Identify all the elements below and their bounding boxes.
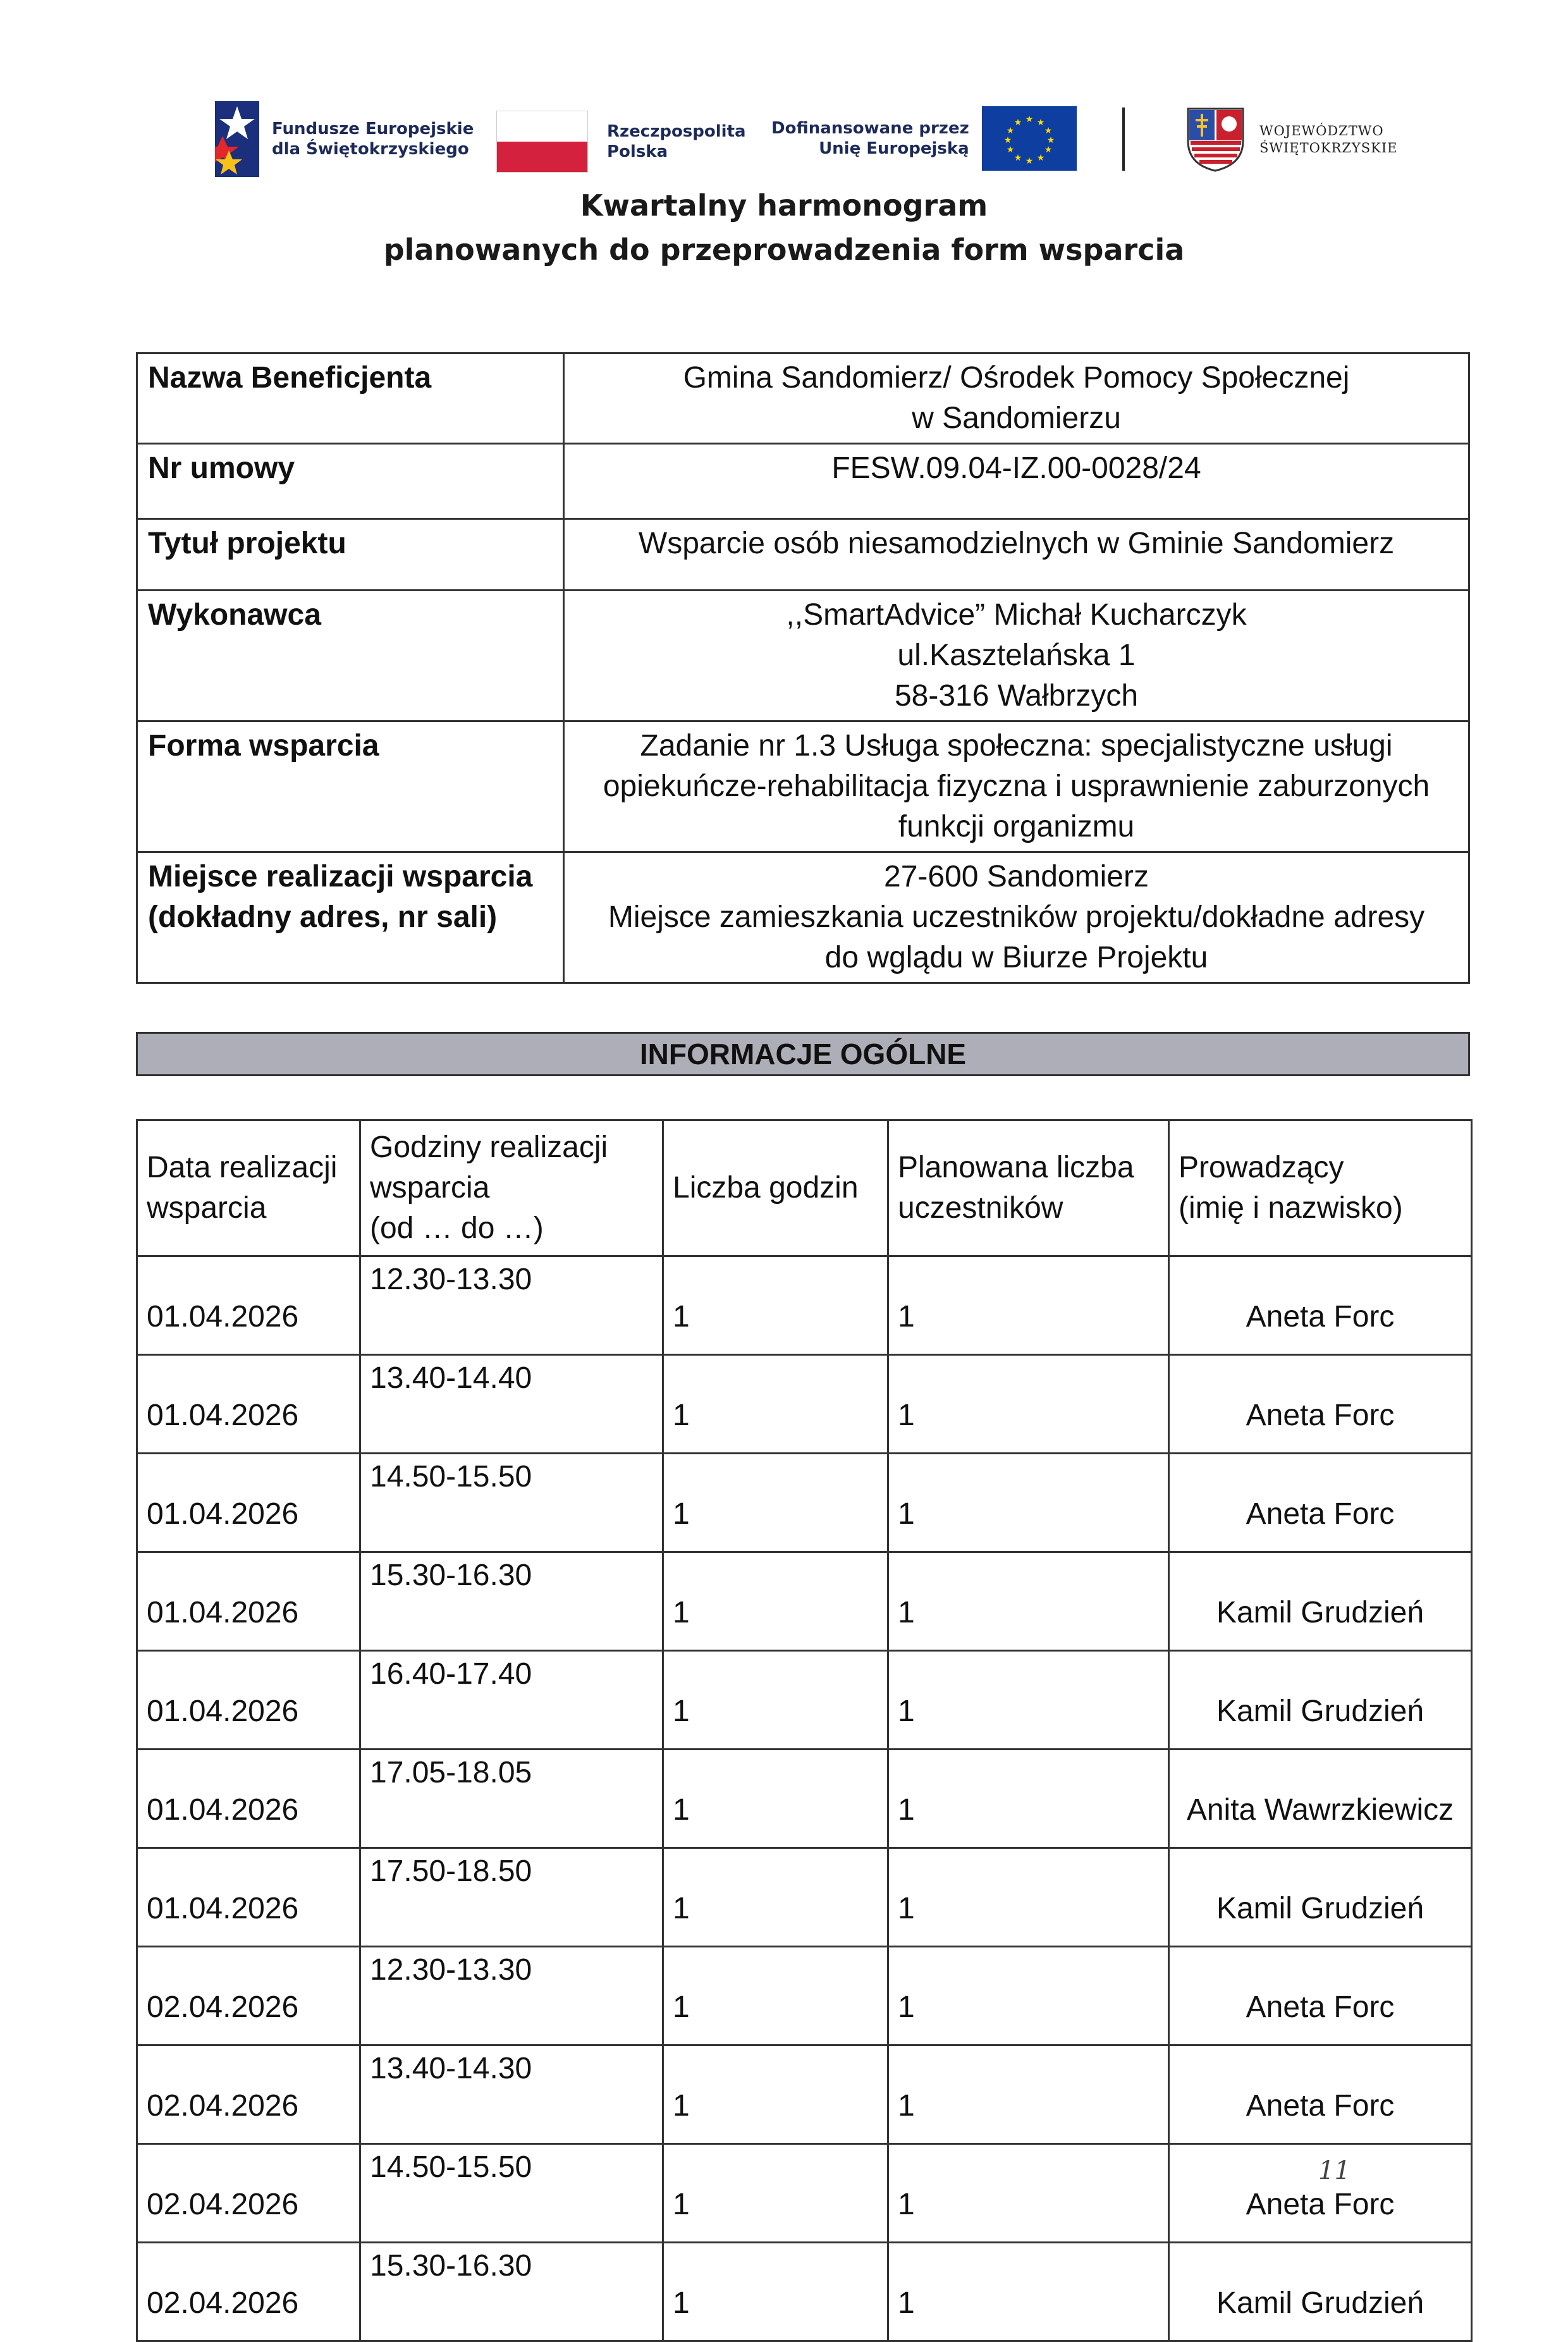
cell-count: 1 <box>663 1651 888 1750</box>
project-info-table <box>136 352 1470 984</box>
header-line: Data realizacji <box>147 1151 338 1184</box>
ws-line1: WOJEWÓDZTWO <box>1259 123 1384 138</box>
section-banner: INFORMACJE OGÓLNE <box>136 1032 1470 1076</box>
cell-count: 1 <box>663 1355 888 1454</box>
info-value-line: Miejsce zamieszkania uczestników projektu/dokładne adresy <box>608 900 1425 934</box>
cell-leader: Anita Wawrzkiewicz <box>1169 1750 1472 1848</box>
rp-line2: Polska <box>607 142 668 161</box>
header-line: Prowadzący <box>1179 1151 1344 1184</box>
cell-hours: 15.30-16.30 <box>360 2243 663 2341</box>
cell-participants: 1 <box>888 1454 1169 1552</box>
table-row <box>137 2045 1472 2144</box>
svg-text:★: ★ <box>1046 135 1055 145</box>
info-row-beneficjent <box>137 353 1469 444</box>
svg-text:★: ★ <box>1014 118 1022 128</box>
cell-participants: 1 <box>888 2243 1169 2341</box>
cell-leader: Kamil Grudzień <box>1169 2243 1472 2341</box>
header-line: (od … do …) <box>370 1211 544 1245</box>
cell-leader: Aneta Forc <box>1169 1256 1472 1355</box>
table-row <box>137 1651 1472 1750</box>
table-row <box>137 2144 1472 2243</box>
cell-count: 1 <box>663 1947 888 2045</box>
cell-date: 01.04.2026 <box>137 1750 360 1848</box>
cell-count: 1 <box>663 1552 888 1651</box>
info-value-line: ul.Kasztelańska 1 <box>897 639 1136 672</box>
document-title <box>0 183 1568 272</box>
info-key: Forma wsparcia <box>137 721 564 852</box>
svg-text:★: ★ <box>1025 156 1033 166</box>
cell-count: 1 <box>663 2045 888 2144</box>
cell-date: 02.04.2026 <box>137 2243 360 2341</box>
info-value-line: ,,SmartAdvice” Michał Kucharczyk <box>786 598 1247 632</box>
cell-leader: Aneta Forc <box>1169 1947 1472 2045</box>
info-value <box>564 721 1469 852</box>
info-row-nr-umowy <box>137 444 1469 519</box>
logo-divider <box>1122 107 1125 171</box>
cell-date: 01.04.2026 <box>137 1552 360 1651</box>
cell-hours: 12.30-13.30 <box>360 1947 663 2045</box>
info-key-line: (dokładny adres, nr sali) <box>148 900 498 934</box>
svg-text:★: ★ <box>1044 145 1052 155</box>
table-row <box>137 1947 1472 2045</box>
cell-participants: 1 <box>888 1848 1169 1947</box>
svg-text:★: ★ <box>1036 118 1044 128</box>
svg-text:★: ★ <box>1025 114 1033 125</box>
col-header-participants <box>888 1120 1169 1256</box>
rp-line1: Rzeczpospolita <box>607 122 746 141</box>
info-value <box>564 591 1469 721</box>
svg-text:★: ★ <box>1014 153 1022 163</box>
header-line: Liczba godzin <box>673 1171 859 1205</box>
cell-count: 1 <box>663 1454 888 1552</box>
table-row <box>137 1355 1472 1454</box>
table-row <box>137 1256 1472 1355</box>
info-value-line: 27-600 Sandomierz <box>884 860 1149 893</box>
cell-hours: 12.30-13.30 <box>360 1256 663 1355</box>
cell-participants: 1 <box>888 1651 1169 1750</box>
cell-leader: Kamil Grudzień <box>1169 1552 1472 1651</box>
info-value <box>564 353 1469 444</box>
svg-text:★: ★ <box>1003 135 1012 145</box>
info-row-miejsce <box>137 852 1469 983</box>
ue-line2: Unię Europejską <box>819 139 969 158</box>
fundusze-europejskie-logo <box>215 101 474 177</box>
info-value-line: opiekuńcze-rehabilitacja fizyczna i usprawnienie zaburzonych <box>603 769 1430 803</box>
info-value-line: funkcji organizmu <box>898 810 1135 843</box>
cell-participants: 1 <box>888 1256 1169 1355</box>
info-value <box>564 852 1469 983</box>
coat-of-arms-icon <box>1185 106 1246 173</box>
title-line1: Kwartalny harmonogram <box>580 188 988 223</box>
table-row <box>137 1750 1472 1848</box>
schedule-table <box>136 1119 1473 2342</box>
rzeczpospolita-polska-logo <box>496 111 746 173</box>
cell-date: 01.04.2026 <box>137 1848 360 1947</box>
cell-hours: 14.50-15.50 <box>360 1454 663 1552</box>
cell-date: 02.04.2026 <box>137 2144 360 2243</box>
info-key: Tytuł projektu <box>137 519 564 591</box>
cell-participants: 1 <box>888 1552 1169 1651</box>
cell-date: 01.04.2026 <box>137 1355 360 1454</box>
col-header-count <box>663 1120 888 1256</box>
fe-emblem-icon <box>215 101 259 177</box>
cell-participants: 1 <box>888 2144 1169 2243</box>
table-row <box>137 1552 1472 1651</box>
col-header-date <box>137 1120 360 1256</box>
cell-date: 02.04.2026 <box>137 2045 360 2144</box>
info-value-line: Wsparcie osób niesamodzielnych w Gminie Sandomierz <box>638 527 1395 560</box>
col-header-leader <box>1169 1120 1472 1256</box>
table-row <box>137 1848 1472 1947</box>
cell-hours: 16.40-17.40 <box>360 1651 663 1750</box>
info-key-line: Miejsce realizacji wsparcia <box>148 860 533 893</box>
schedule-header-row <box>137 1120 1472 1256</box>
fe-line1: Fundusze Europejskie <box>272 120 474 138</box>
cell-hours: 13.40-14.40 <box>360 1355 663 1454</box>
cell-leader: Aneta Forc <box>1169 2045 1472 2144</box>
info-row-forma <box>137 721 1469 852</box>
svg-text:★: ★ <box>1036 153 1044 163</box>
cell-leader: Kamil Grudzień <box>1169 1848 1472 1947</box>
info-key: Wykonawca <box>137 591 564 721</box>
info-row-wykonawca <box>137 591 1469 721</box>
cell-date: 01.04.2026 <box>137 1454 360 1552</box>
cell-participants: 1 <box>888 2045 1169 2144</box>
svg-text:★: ★ <box>1006 126 1014 136</box>
info-value <box>564 519 1469 591</box>
ue-line1: Dofinansowane przez <box>771 119 969 138</box>
cell-count: 1 <box>663 1848 888 1947</box>
unia-europejska-logo <box>771 106 1077 171</box>
info-value-line: Zadanie nr 1.3 Usługa społeczna: specjalistyczne usługi <box>640 729 1393 763</box>
logo-bar <box>209 95 1398 183</box>
table-row <box>137 1454 1472 1552</box>
header-line: wsparcia <box>370 1171 490 1205</box>
cell-count: 1 <box>663 1256 888 1355</box>
cell-count: 1 <box>663 2144 888 2243</box>
cell-leader: Aneta Forc <box>1169 1454 1472 1552</box>
cell-leader: Aneta Forc <box>1169 1355 1472 1454</box>
table-row <box>137 2243 1472 2341</box>
cell-participants: 1 <box>888 1355 1169 1454</box>
info-value-line: 58-316 Wałbrzych <box>894 679 1139 713</box>
schedule-body <box>137 1256 1472 2341</box>
cell-leader: Kamil Grudzień <box>1169 1651 1472 1750</box>
cell-leader: Aneta Forc <box>1169 2144 1472 2243</box>
cell-count: 1 <box>663 2243 888 2341</box>
col-header-hours <box>360 1120 663 1256</box>
header-line: wsparcia <box>147 1191 267 1225</box>
cell-participants: 1 <box>888 1750 1169 1848</box>
info-value-line: do wglądu w Biurze Projektu <box>824 941 1208 974</box>
header-line: (imię i nazwisko) <box>1179 1191 1403 1225</box>
polish-flag-icon <box>496 111 588 173</box>
svg-text:★: ★ <box>1006 145 1014 155</box>
cell-hours: 17.50-18.50 <box>360 1848 663 1947</box>
cell-hours: 14.50-15.50 <box>360 2144 663 2243</box>
page-number: 11 <box>1318 2156 1351 2185</box>
cell-hours: 13.40-14.30 <box>360 2045 663 2144</box>
fe-line2: dla Świętokrzyskiego <box>272 140 469 159</box>
info-key <box>137 852 564 983</box>
info-value <box>564 444 1469 519</box>
info-key: Nazwa Beneficjenta <box>137 353 564 444</box>
title-line2: planowanych do przeprowadzenia form wsparcia <box>383 233 1185 267</box>
cell-count: 1 <box>663 1750 888 1848</box>
header-line: Planowana liczba <box>898 1151 1134 1184</box>
info-value-line: Gmina Sandomierz/ Ośrodek Pomocy Społecznej <box>683 361 1350 395</box>
cell-date: 01.04.2026 <box>137 1651 360 1750</box>
header-line: uczestników <box>898 1191 1063 1225</box>
info-key: Nr umowy <box>137 444 564 519</box>
eu-flag-icon <box>982 106 1077 171</box>
info-row-tytul <box>137 519 1469 591</box>
cell-participants: 1 <box>888 1947 1169 2045</box>
header-line: Godziny realizacji <box>370 1131 608 1164</box>
cell-date: 02.04.2026 <box>137 1947 360 2045</box>
ws-line2: ŚWIĘTOKRZYSKIE <box>1259 140 1398 156</box>
cell-hours: 17.05-18.05 <box>360 1750 663 1848</box>
wojewodztwo-swietokrzyskie-logo <box>1185 106 1397 173</box>
svg-text:★: ★ <box>1044 126 1052 136</box>
cell-date: 01.04.2026 <box>137 1256 360 1355</box>
info-value-line: w Sandomierzu <box>912 402 1121 435</box>
cell-hours: 15.30-16.30 <box>360 1552 663 1651</box>
info-value-line: FESW.09.04-IZ.00-0028/24 <box>831 451 1201 485</box>
